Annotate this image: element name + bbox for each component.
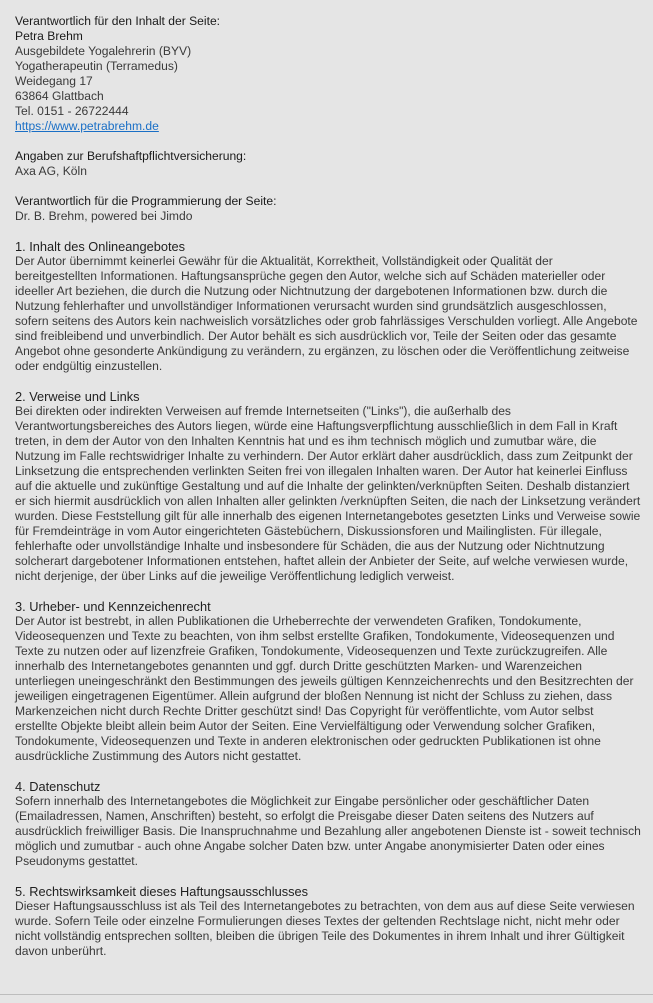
section-text-line: solcherart dargebotener Informationen entstehen, haftet allein der Anbieter der Seite, auf welche verwiesen wurde, bbox=[15, 554, 629, 568]
section-text-line: Texte zu nutzen oder auf lizenzfreie Grafiken, Tondokumente, Videosequenzen und Texte zurückzugreifen. Alle bbox=[15, 644, 608, 658]
programming-heading: Verantwortlich für die Programmierung der Seite: bbox=[15, 194, 277, 208]
phone-number: Tel. 0151 - 26722444 bbox=[15, 104, 129, 118]
section-text-line: treten, in dem der Autor von den Inhalten Kenntnis hat und es ihm technisch möglich und zumutbar wäre, die bbox=[15, 434, 597, 448]
owner-title-1: Ausgebildete Yogalehrerin (BYV) bbox=[15, 44, 192, 58]
insurance-heading: Angaben zur Berufshaftpflichtversicherung: bbox=[15, 149, 247, 163]
section-text-line: Nutzung fehlerhafter und unvollständiger Informationen verursacht wurden sind grundsätzlich ausgeschlossen, bbox=[15, 299, 607, 313]
section-text-line: nicht derjenige, der über Links auf die jeweilige Veröffentlichung lediglich verweist. bbox=[15, 569, 455, 583]
address-city: 63864 Glattbach bbox=[15, 89, 104, 103]
section-title: 3. Urheber- und Kennzeichenrecht bbox=[15, 599, 211, 614]
section-text-line: Dieser Haftungsausschluss ist als Teil des Internetangebotes zu betrachten, von dem aus auf diese Seite verwiesen bbox=[15, 899, 635, 913]
disclaimer-section bbox=[15, 599, 639, 764]
disclaimer-section bbox=[15, 884, 639, 959]
disclaimer-section bbox=[15, 389, 639, 584]
section-text-line: sind freibleibend und unverbindlich. Der Autor behält es sich ausdrücklich vor, Teile der Seiten oder das gesamte bbox=[15, 329, 617, 343]
programming-value: Dr. B. Brehm, powered bei Jimdo bbox=[15, 209, 193, 223]
section-text-line: innerhalb des Internetangebotes genannten und ggf. durch Dritte geschützten Marken- und Warenzeichen bbox=[15, 659, 582, 673]
section-text-line: wurde. Sofern Teile oder einzelne Formulierungen dieses Textes der geltenden Rechtslage nicht, nicht mehr oder bbox=[15, 914, 620, 928]
section-text-line: bereitgestellten Informationen. Haftungsansprüche gegen den Autor, welche sich auf Schäden materieller oder bbox=[15, 269, 606, 283]
section-text-line: für Fremdeinträge in vom Autor eingerichteten Gästebüchern, Diskussionsforen und Mailinglisten. Für illegale, bbox=[15, 524, 602, 538]
section-text-line: ausdrückliche Zustimmung des Autors nicht gestattet. bbox=[15, 749, 302, 763]
section-text-line: Der Autor ist bestrebt, in allen Publikationen die Urheberrechte der verwendeten Grafiken, Tondokumente, bbox=[15, 614, 582, 628]
disclaimer-section bbox=[15, 779, 639, 869]
section-text-line: auf die aktuelle und zukünftige Gestaltung und auf die Inhalte der gelinkten/verknüpften Seiten. Deshalb distanziert bbox=[15, 479, 630, 493]
section-text-line: ideeller Art beziehen, die durch die Nutzung oder Nichtnutzung der dargebotenen Informationen bzw. durch die bbox=[15, 284, 608, 298]
section-text-line: Angebot ohne gesonderte Ankündigung zu verändern, zu ergänzen, zu löschen oder die Veröffentlichung zeitweise bbox=[15, 344, 630, 358]
section-text-line: Tondokumente, Videosequenzen und Texte in anderen elektronischen oder gedruckten Publikationen ist ohne bbox=[15, 734, 601, 748]
section-title: 4. Datenschutz bbox=[15, 779, 101, 794]
section-text-line: unterliegen uneingeschränkt den Bestimmungen des jeweils gültigen Kennzeichenrechts und den Besitzrechten der bbox=[15, 674, 634, 688]
section-title: 5. Rechtswirksamkeit dieses Haftungsausschlusses bbox=[15, 884, 309, 899]
section-text-line: nicht vollständig entsprechen sollten, bleiben die übrigen Teile des Dokumentes in ihrem Inhalt und ihrer Gültigkeit bbox=[15, 929, 625, 943]
section-text-line: Videosequenzen und Texte zu beachten, von ihm selbst erstellte Grafiken, Tondokumente, Videosequenzen und bbox=[15, 629, 615, 643]
section-text-line: ausdrücklich freiwilliger Basis. Die Inanspruchnahme und Bezahlung aller angebotenen Dienste ist - soweit technisch bbox=[15, 824, 641, 838]
disclaimer-section bbox=[15, 239, 639, 374]
section-text-line: möglich und zumutbar - auch ohne Angabe solcher Daten bzw. unter Angabe anonymisierter Daten oder eines bbox=[15, 839, 605, 853]
owner-name: Petra Brehm bbox=[15, 29, 83, 43]
section-text-line: Sofern innerhalb des Internetangebotes die Möglichkeit zur Eingabe persönlicher oder geschäftlicher Daten bbox=[15, 794, 590, 808]
section-text-line: oder endgültig einzustellen. bbox=[15, 359, 163, 373]
programming-block bbox=[15, 194, 639, 224]
insurance-value: Axa AG, Köln bbox=[15, 164, 87, 178]
section-text-line: Pseudonyms gestattet. bbox=[15, 854, 139, 868]
section-text-line: Linksetzung die entsprechenden verlinkten Seiten frei von illegalen Inhalten waren. Der Autor hat keinerlei Einfluss bbox=[15, 464, 628, 478]
section-text-line: davon unberührt. bbox=[15, 944, 107, 958]
disclaimer-sections bbox=[15, 239, 639, 959]
section-text-line: sofern seitens des Autors kein nachweislich vorsätzliches oder grob fahrlässiges Verschulden vorliegt. Alle Angebote bbox=[15, 314, 638, 328]
imprint-contact-block bbox=[15, 14, 639, 134]
section-text-line: Nutzung im Falle rechtswidriger Inhalte zu verhindern. Der Autor erklärt daher ausdrücklich, dass zum Zeitpunkt der bbox=[15, 449, 633, 463]
section-text-line: (Emailadressen, Namen, Anschriften) besteht, so erfolgt die Preisgabe dieser Daten seitens des Nutzers auf bbox=[15, 809, 594, 823]
section-text-line: Markenzeichen nicht durch Rechte Dritter geschützt sind! Das Copyright für veröffentlichte, vom Autor selbst bbox=[15, 704, 594, 718]
insurance-block bbox=[15, 149, 639, 179]
owner-title-2: Yogatherapeutin (Terramedus) bbox=[15, 59, 178, 73]
section-text-line: jeweiligen eingetragenen Eigentümer. Allein aufgrund der bloßen Nennung ist nicht der Schluss zu ziehen, dass bbox=[15, 689, 613, 703]
section-text-line: wurden. Diese Feststellung gilt für alle innerhalb des eigenen Internetangebotes gesetzten Links und Verweise sowie bbox=[15, 509, 641, 523]
address-street: Weidegang 17 bbox=[15, 74, 93, 88]
section-title: 1. Inhalt des Onlineangebotes bbox=[15, 239, 186, 254]
section-text-line: Verantwortungsbereiches des Autors liegen, würde eine Haftungsverpflichtung ausschließlich in dem Fall in Kraft bbox=[15, 419, 618, 433]
bottom-divider bbox=[0, 994, 653, 995]
section-text-line: er sich hiermit ausdrücklich von allen Inhalten aller gelinkten /verknüpften Seiten, die nach der Linksetzung verändert bbox=[15, 494, 641, 508]
section-title: 2. Verweise und Links bbox=[15, 389, 140, 404]
website-link[interactable]: https://www.petrabrehm.de bbox=[15, 119, 159, 133]
responsible-heading: Verantwortlich für den Inhalt der Seite: bbox=[15, 14, 221, 28]
section-text-line: fehlerhafte oder unvollständige Inhalte und insbesondere für Schäden, die aus der Nutzung oder Nichtnutzung bbox=[15, 539, 605, 553]
section-text-line: Bei direkten oder indirekten Verweisen auf fremde Internetseiten ("Links"), die außerhalb des bbox=[15, 404, 511, 418]
section-text-line: erstellte Objekte bleibt allein beim Autor der Seiten. Eine Vervielfältigung oder Verwendung solcher Grafiken, bbox=[15, 719, 596, 733]
section-text-line: Der Autor übernimmt keinerlei Gewähr für die Aktualität, Korrektheit, Vollständigkeit oder Qualität der bbox=[15, 254, 553, 268]
